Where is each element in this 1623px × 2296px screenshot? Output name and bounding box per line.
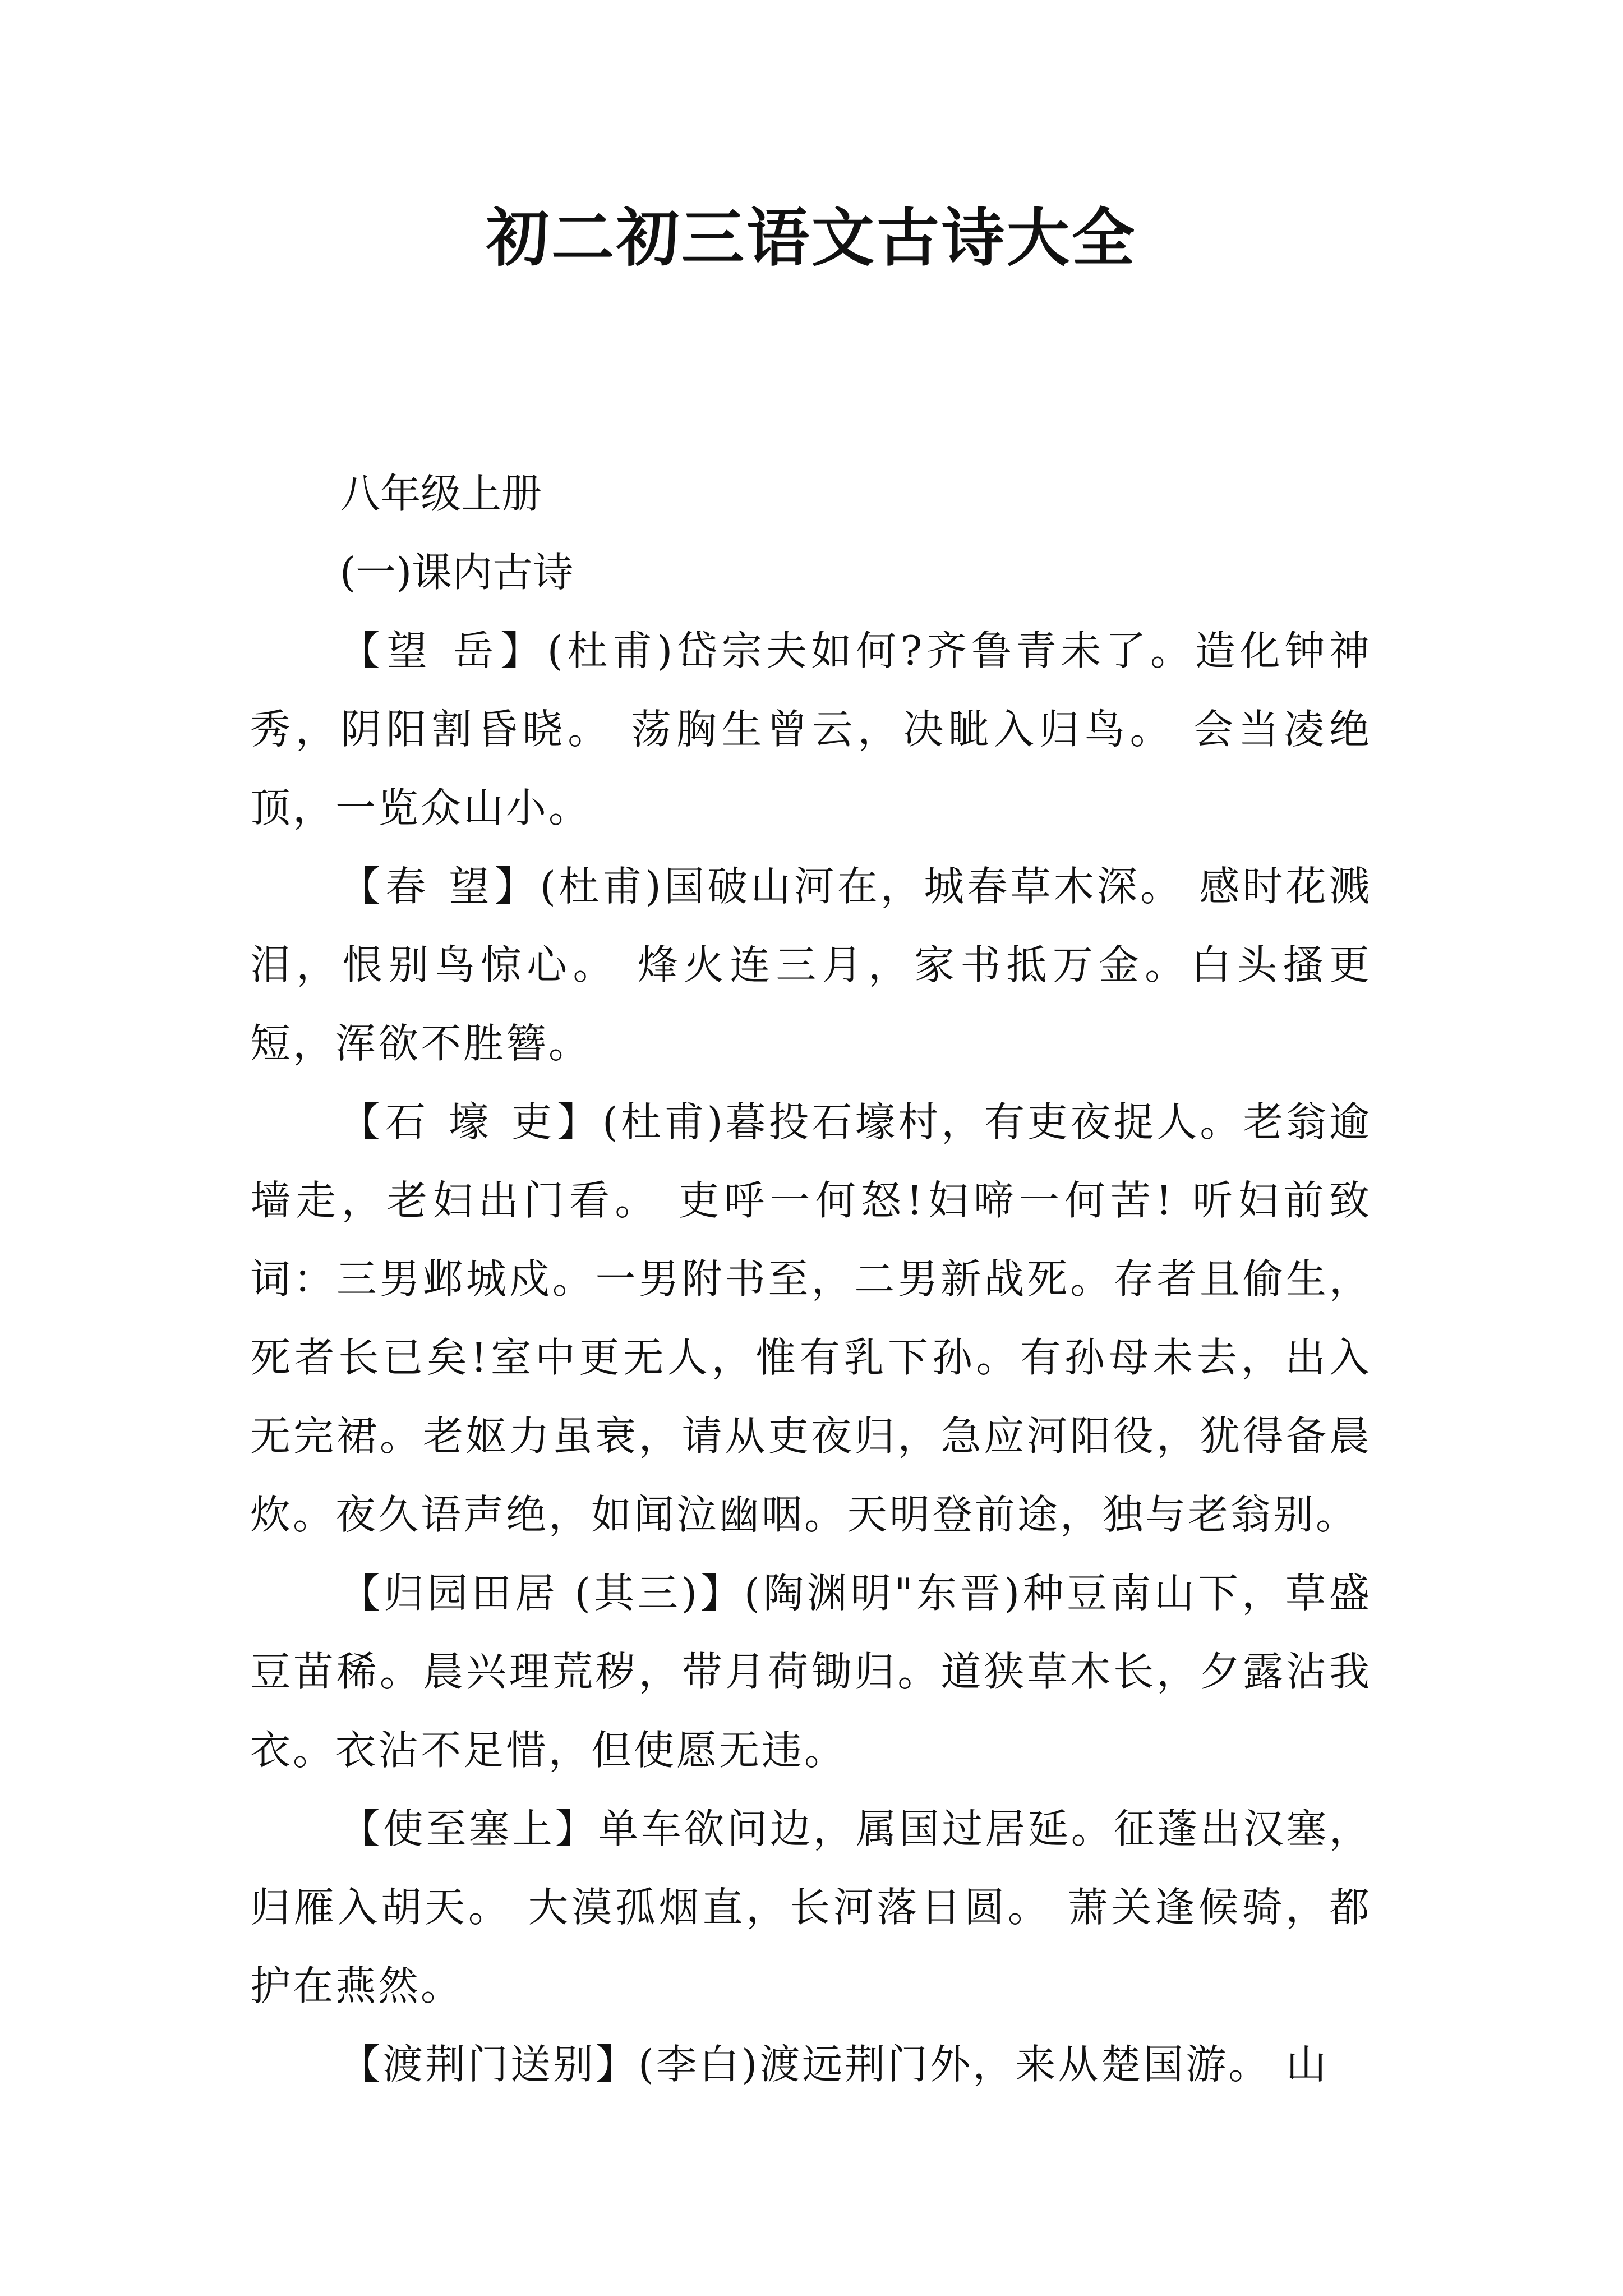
document-title: 初二初三语文古诗大全 bbox=[486, 201, 1137, 275]
poem-text: 渡远荆门外，来从楚国游。 山 bbox=[759, 2041, 1329, 2088]
poem-text: 岱宗夫如何?齐鲁青未了。造化钟神秀，阴阳割昏晓。 荡胸生曾云，决眦入归鸟。 会当凌绝顶，一览众山小。 bbox=[250, 627, 1372, 831]
poem-paragraph bbox=[250, 1554, 1372, 1789]
document-body bbox=[250, 454, 1372, 2104]
poem-author: (李白) bbox=[638, 2041, 760, 2088]
subsection-heading: (一)课内古诗 bbox=[340, 549, 574, 596]
poem-paragraph bbox=[250, 1789, 1372, 2025]
poem-paragraph bbox=[250, 2025, 1372, 2104]
poem-title: 【春 望】 bbox=[340, 863, 540, 910]
poem-author: (杜甫) bbox=[540, 863, 663, 910]
poem-text: 种豆南山下，草盛豆苗稀。晨兴理荒秽，带月荷锄归。道狭草木长，夕露沾我衣。衣沾不足惜，但使愿无违。 bbox=[250, 1570, 1372, 1774]
poem-text: 暮投石壕村，有吏夜捉人。老翁逾墙走，老妇出门看。 吏呼一何怒!妇啼一何苦! 听妇前致词：三男邺城戍。一男附书至，二男新战死。存者且偷生，死者长已矣!室中更无人，惟有乳下孙。有孙母未去，出入无完裙。老妪力虽衰，请从吏夜归，急应河阳役，犹得备晨炊。夜久语声绝，如闻泣幽咽。天明登前途，独与老翁别。 bbox=[250, 1098, 1372, 1538]
poem-title: 【石 壕 吏】 bbox=[340, 1098, 602, 1145]
poem-paragraph bbox=[250, 847, 1372, 1083]
poem-text: 国破山河在，城春草木深。 感时花溅泪，恨别鸟惊心。 烽火连三月，家书抵万金。白头搔更短，浑欲不胜簪。 bbox=[250, 863, 1372, 1067]
poem-title: 【望 岳】 bbox=[340, 627, 547, 674]
poem-author: (陶渊明"东晋) bbox=[744, 1570, 1022, 1617]
poem-author: (杜甫) bbox=[602, 1098, 725, 1145]
poem-title: 【渡荆门送别】 bbox=[340, 2041, 639, 2088]
poem-title: 【归园田居 (其三)】 bbox=[340, 1570, 744, 1617]
poem-paragraph bbox=[250, 1083, 1372, 1554]
section-heading: 八年级上册 bbox=[340, 470, 542, 517]
poem-author: (杜甫) bbox=[547, 627, 675, 674]
poem-title: 【使至塞上】 bbox=[340, 1805, 598, 1852]
poem-paragraph bbox=[250, 611, 1372, 847]
poem-text: 单车欲问边，属国过居延。征蓬出汉塞，归雁入胡天。 大漠孤烟直，长河落日圆。 萧关逢候骑，都护在燕然。 bbox=[250, 1805, 1372, 2009]
